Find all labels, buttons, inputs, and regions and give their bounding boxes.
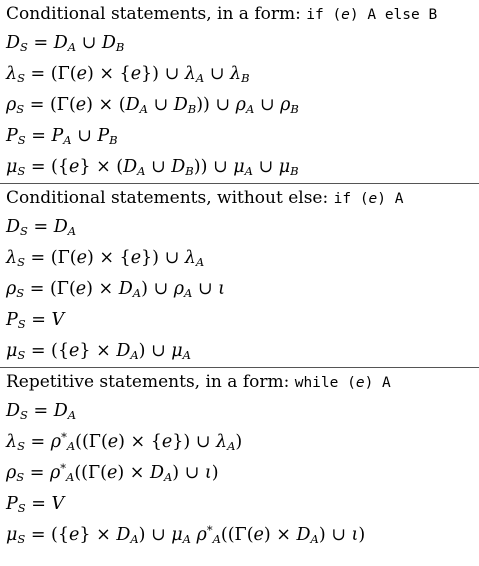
equation: $\lambda_S = (\Gamma(e) \times \{e\})$ ∪ $\lambda_A$	[6, 248, 205, 269]
equation: $D_S = D_A$	[6, 217, 77, 238]
heading-code: if (e) A else B	[306, 7, 438, 23]
equation: $\rho_S = (\Gamma(e) \times (D_A$ ∪ $D_B$)) ∪ $\rho_A$ ∪ $\rho_B$	[6, 95, 299, 116]
section-repetitive-while	[0, 368, 479, 551]
section-heading	[0, 368, 479, 396]
heading-text: Conditional statements, in a form:	[6, 4, 307, 24]
equation: $P_S = P_A$ ∪ $P_B$	[6, 126, 118, 147]
heading-code: while (e) A	[294, 375, 391, 391]
equation: $\mu_S = (\{e\} \times D_A)$ ∪ $\mu_A$ $\rho^*_A((\Gamma(e) \times D_A)$ ∪ ι)	[6, 523, 366, 546]
section-conditional-if	[0, 184, 479, 367]
equation: $\mu_S = (\{e\} \times D_A)$ ∪ $\mu_A$	[6, 341, 191, 362]
heading-text: Conditional statements, without else:	[6, 188, 334, 208]
section-heading	[0, 0, 479, 28]
equation: $\lambda_S = (\Gamma(e) \times \{e\})$ ∪ $\lambda_A$ ∪ $\lambda_B$	[6, 64, 250, 85]
heading-code: if (e) A	[333, 191, 404, 207]
equation: $\mu_S = (\{e\} \times (D_A$ ∪ $D_B$)) ∪ $\mu_A$ ∪ $\mu_B$	[6, 157, 299, 178]
equation: $P_S = V$	[6, 494, 65, 515]
section-heading	[0, 184, 479, 212]
section-conditional-if-else	[0, 0, 479, 183]
equation: $P_S = V$	[6, 310, 65, 331]
equation: $\rho_S = \rho^*_A((\Gamma(e) \times D_A)$ ∪ ι)	[6, 461, 219, 484]
equation: $\lambda_S = \rho^*_A((\Gamma(e) \times \{e\})$ ∪ $\lambda_A$)	[6, 430, 243, 453]
equation: $\rho_S = (\Gamma(e) \times D_A)$ ∪ $\rho_A$ ∪ ι	[6, 279, 226, 300]
equation: $D_S = D_A$ ∪ $D_B$	[6, 33, 125, 54]
equation: $D_S = D_A$	[6, 401, 77, 422]
heading-text: Repetitive statements, in a form:	[6, 372, 295, 392]
